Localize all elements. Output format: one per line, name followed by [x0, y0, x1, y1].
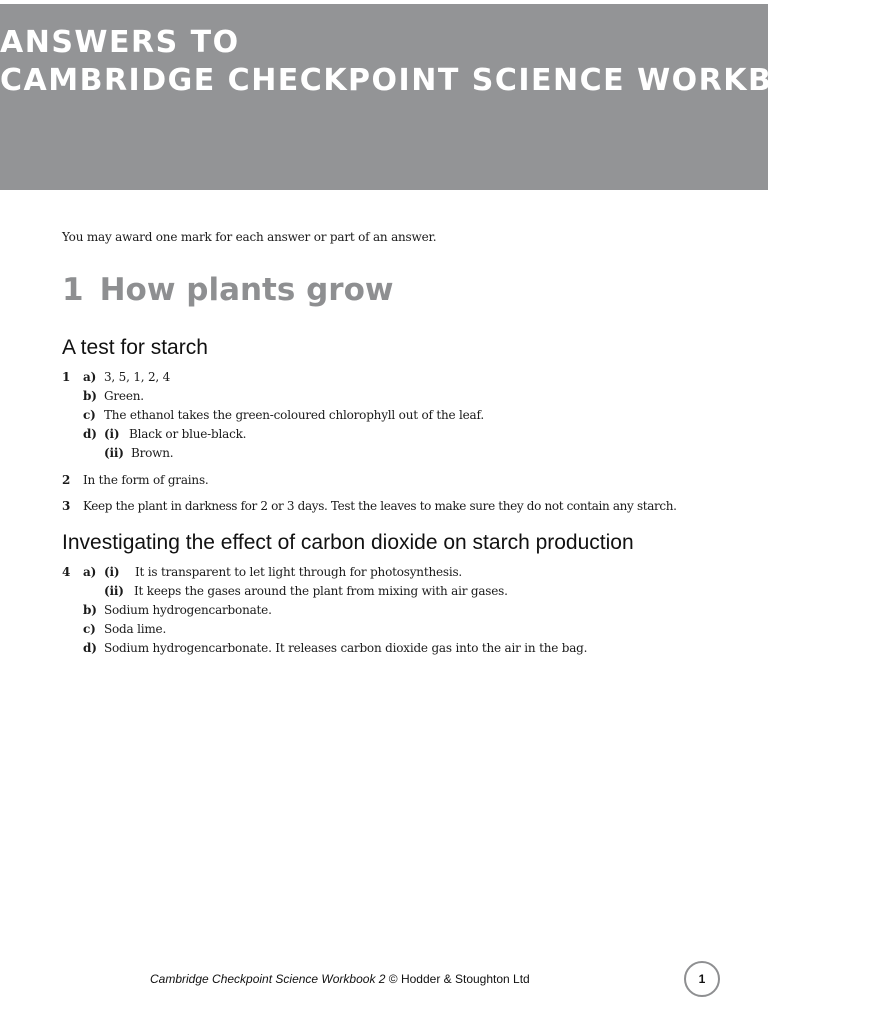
page-number-badge [684, 961, 720, 997]
answer-text: Soda lime. [104, 622, 167, 636]
question-number: 1 [62, 370, 71, 384]
answer-text: It keeps the gases around the plant from mixing with air gases. [134, 584, 508, 598]
intro-text: You may award one mark for each answer or part of an answer. [62, 230, 437, 244]
footer-copyright: © Hodder & Stoughton Ltd [385, 972, 530, 986]
subpart-label: (ii) [104, 584, 124, 598]
answer-text: The ethanol takes the green-coloured chlorophyll out of the leaf. [104, 408, 484, 422]
subpart-label: (ii) [104, 446, 124, 460]
part-label: c) [83, 622, 96, 636]
part-label: a) [83, 565, 97, 579]
answer-text: Brown. [131, 446, 174, 460]
chapter-name: How plants grow [99, 272, 394, 308]
page-footer [150, 972, 530, 986]
question-number: 4 [62, 565, 71, 579]
page-number: 1 [698, 972, 706, 986]
part-label: b) [83, 389, 97, 403]
footer-book-title: Cambridge Checkpoint Science Workbook 2 [150, 972, 386, 986]
answer-text: Sodium hydrogencarbonate. It releases carbon dioxide gas into the air in the bag. [104, 641, 588, 655]
answer-text: Black or blue-black. [129, 427, 247, 441]
part-label: a) [83, 370, 97, 384]
header-banner [0, 4, 885, 190]
answer-text: 3, 5, 1, 2, 4 [104, 370, 171, 384]
section-heading-starch-test: A test for starch [62, 336, 208, 359]
answer-text: Sodium hydrogencarbonate. [104, 603, 272, 617]
answer-text: In the form of grains. [83, 473, 209, 487]
chapter-number: 1 [62, 272, 84, 308]
answer-text: Green. [104, 389, 144, 403]
part-label: b) [83, 603, 97, 617]
subpart-label: (i) [104, 427, 120, 441]
part-label: c) [83, 408, 96, 422]
answer-text: Keep the plant in darkness for 2 or 3 days. Test the leaves to make sure they do not contain any starch. [83, 499, 677, 513]
question-number: 3 [62, 499, 71, 513]
chapter-title [62, 272, 394, 308]
banner-title-line-2: CAMBRIDGE CHECKPOINT SCIENCE WORKBOOK 2 [0, 63, 885, 98]
banner-title-line-1: ANSWERS TO [0, 25, 240, 60]
question-number: 2 [62, 473, 71, 487]
part-label: d) [83, 641, 97, 655]
part-label: d) [83, 427, 97, 441]
answer-text: It is transparent to let light through for photosynthesis. [135, 565, 463, 579]
subpart-label: (i) [104, 565, 120, 579]
section-heading-carbon-dioxide: Investigating the effect of carbon dioxide on starch production [62, 531, 634, 554]
